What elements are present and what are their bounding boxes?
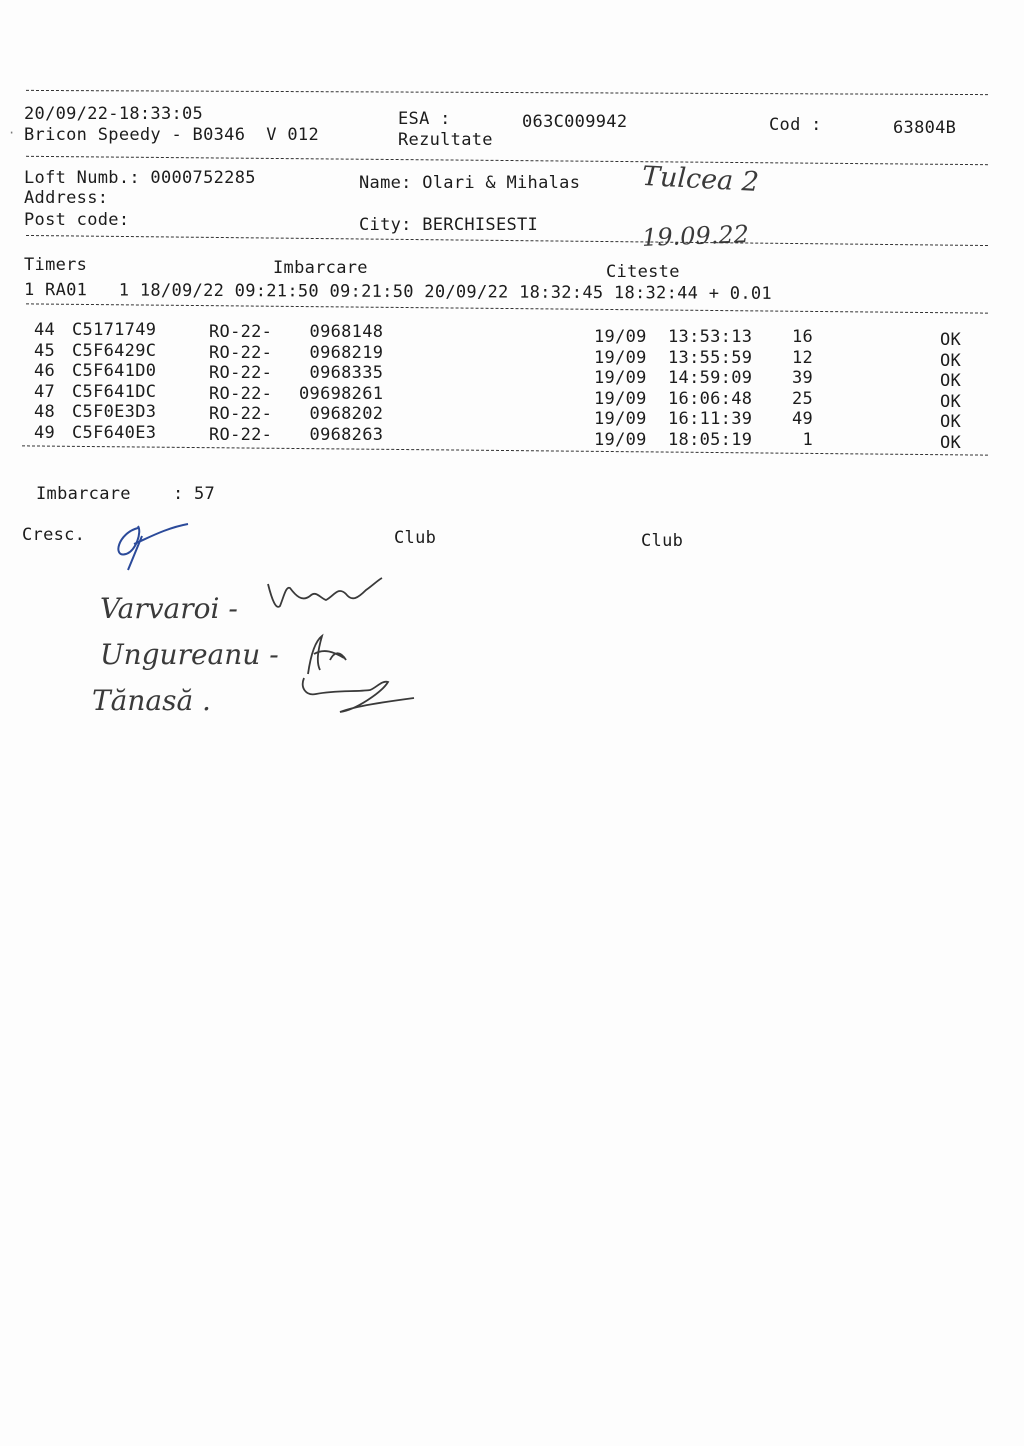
position: 39 xyxy=(792,368,814,388)
ring-prefix: RO-22- xyxy=(209,424,273,445)
postcode-label: Post code: xyxy=(24,210,130,230)
row-number: 45 xyxy=(34,340,56,361)
timers-label: Timers xyxy=(24,255,88,275)
position: 25 xyxy=(792,388,814,409)
position: 1 xyxy=(792,429,814,450)
ring-number: 09698261 xyxy=(299,383,384,404)
citeste-label: Citeste xyxy=(606,262,680,282)
arrival-time: 14:59:09 xyxy=(668,368,753,388)
row-number: 44 xyxy=(34,320,56,340)
city: City: BERCHISESTI xyxy=(359,215,539,235)
mode-label: Rezultate xyxy=(398,130,493,150)
cod-label: Cod : xyxy=(769,115,822,135)
ring-number: 0968202 xyxy=(299,404,384,424)
arrival-date: 19/09 xyxy=(594,347,647,368)
separator-line xyxy=(26,156,988,165)
position: 12 xyxy=(792,347,814,368)
arrival-time: 13:55:59 xyxy=(668,347,753,368)
handwritten-name-3: Tănasă . xyxy=(92,684,211,717)
margin-dot: · xyxy=(8,126,16,140)
arrival-date: 19/09 xyxy=(594,327,647,347)
ring-number: 0968263 xyxy=(299,424,384,445)
esa-value: 063C009942 xyxy=(522,112,628,132)
row-number: 46 xyxy=(34,361,56,381)
ring-number: 0968335 xyxy=(299,363,384,383)
esa-label: ESA : xyxy=(398,109,451,129)
loft-name: Name: Olari & Mihalas xyxy=(359,173,581,193)
ring-prefix: RO-22- xyxy=(209,383,273,404)
arrival-time: 13:53:13 xyxy=(668,327,753,347)
handwritten-date: 19.09.22 xyxy=(641,220,750,252)
cresc-signature xyxy=(108,518,198,578)
arrival-time: 16:06:48 xyxy=(668,388,753,409)
club-label-2: Club xyxy=(641,531,684,551)
cresc-label: Cresc. xyxy=(22,525,86,545)
ring-prefix: RO-22- xyxy=(209,363,273,383)
ring-number: 0968148 xyxy=(299,322,384,342)
handwritten-name-1: Varvaroi - xyxy=(100,592,238,625)
status: OK xyxy=(940,330,962,350)
club-signature-3 xyxy=(296,672,426,722)
imbarcare-label: Imbarcare xyxy=(273,258,368,278)
handwritten-location: Tulcea 2 xyxy=(641,160,760,199)
address-label: Address: xyxy=(24,188,109,208)
print-datetime: 20/09/22-18:33:05 xyxy=(24,104,204,124)
row-number: 48 xyxy=(34,402,56,422)
status: OK xyxy=(940,412,962,432)
status: OK xyxy=(940,350,962,371)
club-label-1: Club xyxy=(394,528,437,548)
row-number: 47 xyxy=(34,381,56,402)
ring-number: 0968219 xyxy=(299,342,384,363)
status: OK xyxy=(940,391,962,412)
arrival-date: 19/09 xyxy=(594,388,647,409)
status: OK xyxy=(940,371,962,391)
separator-line xyxy=(22,445,988,455)
ring-prefix: RO-22- xyxy=(209,322,273,342)
ring-prefix: RO-22- xyxy=(209,404,273,424)
cod-value: 63804B xyxy=(893,118,957,138)
position: 49 xyxy=(792,409,814,429)
imbarcare-summary: Imbarcare : 57 xyxy=(36,484,216,504)
separator-line xyxy=(26,303,988,313)
ring-prefix: RO-22- xyxy=(209,342,273,363)
arrival-date: 19/09 xyxy=(594,429,647,450)
chip-id: C5F640E3 xyxy=(72,422,157,443)
chip-id: C5F641D0 xyxy=(72,361,157,381)
separator-line xyxy=(26,235,988,246)
loft-number: Loft Numb.: 0000752285 xyxy=(24,168,256,188)
chip-id: C5F6429C xyxy=(72,340,157,361)
arrival-date: 19/09 xyxy=(594,409,647,429)
chip-id: C5F641DC xyxy=(72,381,157,402)
handwritten-name-2: Ungureanu - xyxy=(100,638,279,671)
device-info: Bricon Speedy - B0346 V 012 xyxy=(24,125,319,145)
arrival-time: 16:11:39 xyxy=(668,409,753,429)
status: OK xyxy=(940,432,962,453)
arrival-date: 19/09 xyxy=(594,368,647,388)
chip-id: C5171749 xyxy=(72,320,157,340)
separator-line xyxy=(26,90,988,95)
row-number: 49 xyxy=(34,422,56,443)
chip-id: C5F0E3D3 xyxy=(72,402,157,422)
position: 16 xyxy=(792,327,814,347)
arrival-time: 18:05:19 xyxy=(668,429,753,450)
timer-line: 1 RA01 1 18/09/22 09:21:50 09:21:50 20/09/22 18:32:45 18:32:44 + 0.01 xyxy=(23,280,773,304)
club-signature-1 xyxy=(262,576,392,616)
